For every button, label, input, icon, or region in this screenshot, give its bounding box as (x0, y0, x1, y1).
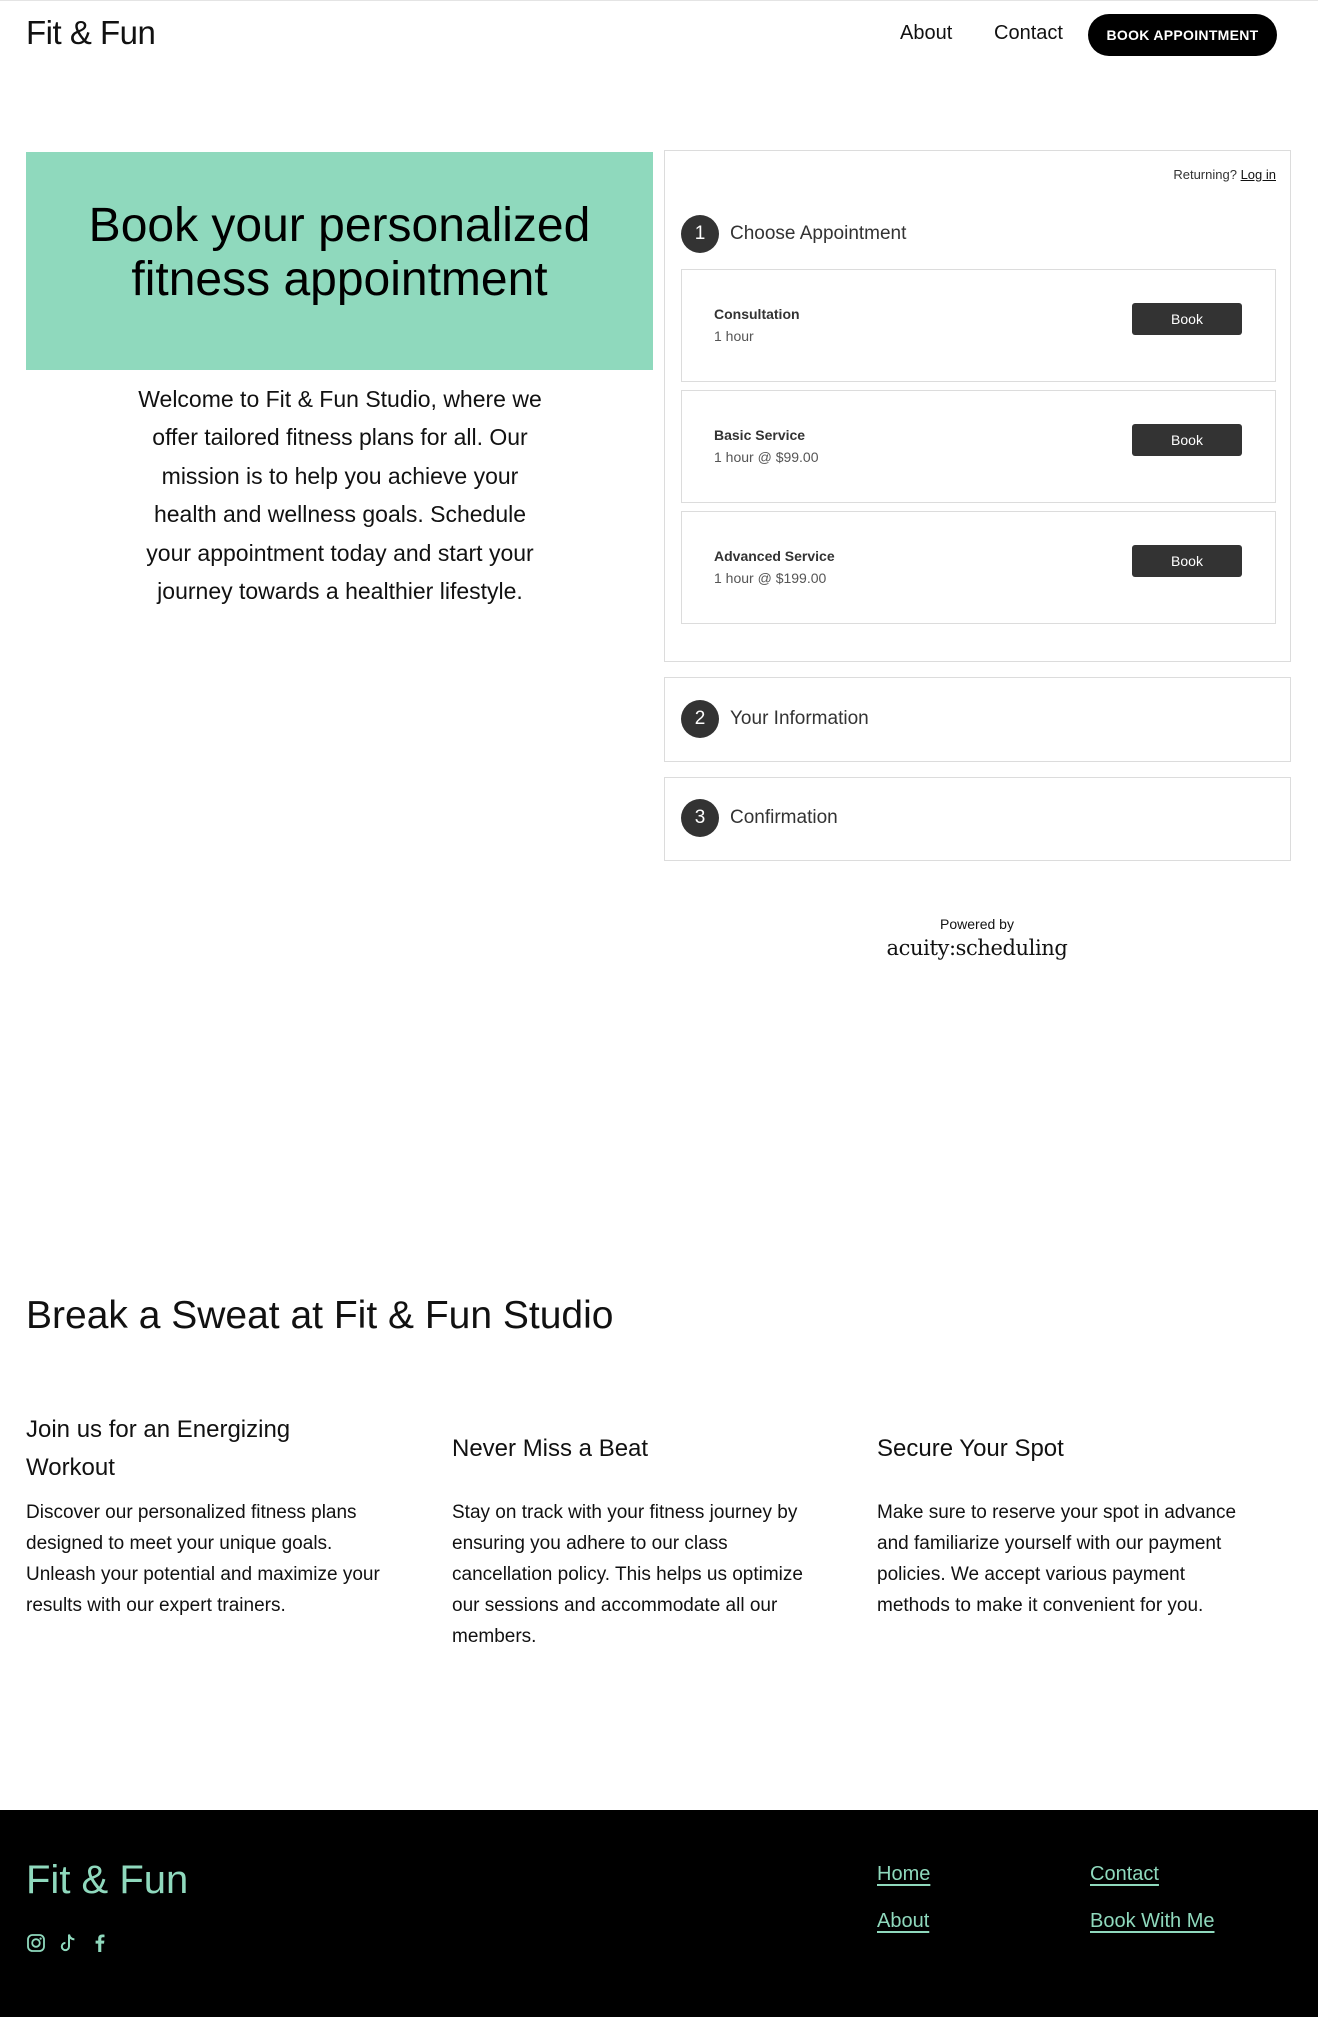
service-name: Consultation (714, 306, 800, 322)
service-item-consultation (681, 269, 1276, 382)
step-number-circle: 2 (681, 700, 719, 738)
returning-label: Returning? (1173, 167, 1237, 182)
site-logo[interactable]: Fit & Fun (26, 14, 156, 51)
site-footer (0, 1810, 1318, 2017)
facebook-icon[interactable] (90, 1932, 110, 1954)
feature-title (26, 1411, 396, 1487)
book-advanced-service-button[interactable]: Book (1132, 545, 1242, 577)
scheduler-step-choose-appointment (664, 150, 1291, 662)
footer-logo[interactable]: Fit & Fun (26, 1858, 189, 1902)
features-heading: Break a Sweat at Fit & Fun Studio (26, 1294, 614, 1337)
returning-login (1173, 167, 1276, 182)
step-header-1[interactable] (681, 215, 906, 253)
hero-title (40, 199, 640, 307)
scheduler-step-confirmation (664, 777, 1291, 861)
service-detail: 1 hour @ $199.00 (714, 570, 827, 586)
nav-about-link[interactable]: About (900, 22, 953, 44)
service-name: Basic Service (714, 427, 806, 443)
book-consultation-button[interactable]: Book (1132, 303, 1242, 335)
book-basic-service-button[interactable]: Book (1132, 424, 1242, 456)
step-label: Confirmation (730, 807, 838, 828)
feature-secure-your-spot (877, 1430, 1247, 1468)
service-detail: 1 hour (714, 328, 754, 344)
step-number-circle: 3 (681, 799, 719, 837)
footer-book-with-me-link[interactable]: Book With Me (1090, 1910, 1215, 1932)
footer-contact-link[interactable]: Contact (1090, 1863, 1159, 1885)
footer-about-link[interactable]: About (877, 1910, 930, 1932)
powered-by-label: Powered by (940, 916, 1014, 932)
tiktok-icon[interactable] (58, 1932, 78, 1954)
site-header (0, 0, 1318, 70)
feature-text: Make sure to reserve your spot in advance and familiarize yourself with our payment policies. We accept various payment methods to make it convenient for you. (877, 1502, 1237, 1616)
intro-paragraph: Welcome to Fit & Fun Studio, where we offer tailored fitness plans for all. Our mission is to help you achieve your health and wellness goals. Schedule your appointment today and start your journey towards a healthier lifestyle. (138, 386, 542, 605)
footer-home-link[interactable]: Home (877, 1863, 931, 1885)
scheduler-step-your-information (664, 677, 1291, 762)
service-name: Advanced Service (714, 548, 835, 564)
step-label: Choose Appointment (730, 223, 907, 244)
instagram-icon[interactable] (26, 1932, 46, 1954)
feature-title-line-2: Workout (26, 1454, 115, 1481)
feature-text: Discover our personalized fitness plans designed to meet your unique goals. Unleash your potential and maximize your results with our expert trainers. (26, 1502, 380, 1616)
step-label: Your Information (730, 708, 869, 729)
step-number-circle: 1 (681, 215, 719, 253)
feature-never-miss-a-beat (452, 1430, 822, 1468)
hero-title-line-2: fitness appointment (131, 253, 548, 306)
service-item-advanced (681, 511, 1276, 624)
feature-title: Secure Your Spot (877, 1435, 1064, 1462)
service-detail: 1 hour @ $99.00 (714, 449, 819, 465)
feature-text: Stay on track with your fitness journey by ensuring you adhere to our class cancellation policy. This helps us optimize our sessions and accommodate all our members. (452, 1502, 803, 1647)
nav-contact-link[interactable]: Contact (994, 22, 1063, 44)
book-appointment-button[interactable]: BOOK APPOINTMENT (1088, 14, 1277, 56)
hero-title-line-1: Book your personalized (88, 199, 591, 252)
acuity-scheduling-logo[interactable]: acuity:scheduling (886, 936, 1068, 960)
step-header-2[interactable] (681, 700, 869, 738)
step-header-3[interactable] (681, 799, 838, 837)
hero-banner (26, 152, 653, 370)
feature-title-line-1: Join us for an Energizing (26, 1416, 291, 1443)
feature-energizing-workout (26, 1411, 396, 1487)
login-link[interactable]: Log in (1240, 167, 1276, 182)
service-item-basic (681, 390, 1276, 503)
feature-title: Never Miss a Beat (452, 1435, 649, 1462)
